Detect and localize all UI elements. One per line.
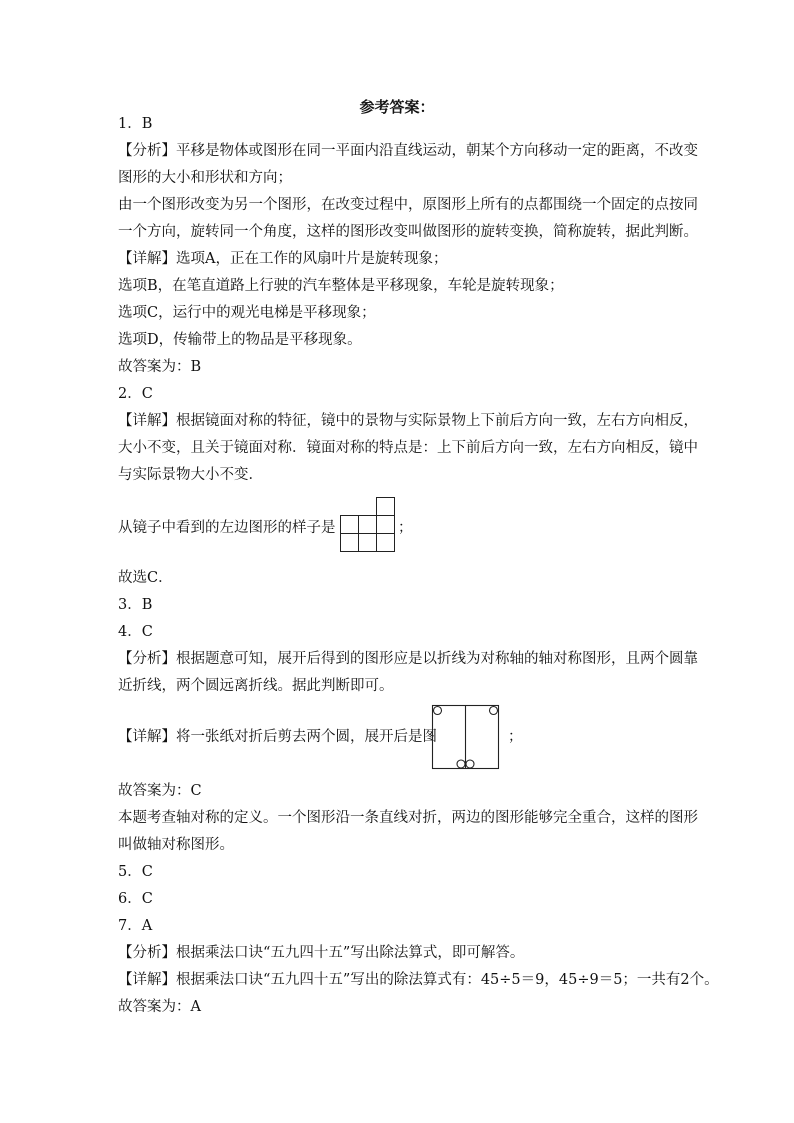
analysis-line: 【分析】平移是物体或图形在同一平面内沿直线运动，朝某个方向移动一定的距离，不改变 xyxy=(118,143,698,159)
answer-7: 7．A xyxy=(118,918,153,934)
note-line: 本题考查轴对称的定义。一个图形沿一条直线对折，两边的图形能够完全重合，这样的图形 xyxy=(118,810,698,826)
mirror-grid-figure xyxy=(338,495,398,555)
answer-4: 4．C xyxy=(118,624,153,640)
conclusion-line: 故选C． xyxy=(118,570,173,586)
analysis-line: 一个方向，旋转同一个角度，这样的图形改变叫做图形的旋转变换，简称旋转，据此判断。 xyxy=(118,224,698,240)
fold-paper-figure xyxy=(430,702,502,772)
detail-line: 与实际景物大小不变． xyxy=(118,467,263,483)
analysis-line: 图形的大小和形状和方向； xyxy=(118,170,292,186)
fold-text: 【详解】将一张纸对折后剪去两个圆，展开后是图 xyxy=(118,729,437,745)
mirror-text: 从镜子中看到的左边图形的样子是 xyxy=(118,520,336,536)
answer-3: 3．B xyxy=(118,597,153,613)
answer-5: 5．C xyxy=(118,864,153,880)
conclusion-line: 故答案为：B xyxy=(118,359,202,375)
analysis-line: 【分析】根据题意可知，展开后得到的图形应是以折线为对称轴的轴对称图形，且两个圆靠 xyxy=(118,651,698,667)
detail-line: 选项C，运行中的观光电梯是平移现象； xyxy=(118,305,376,321)
analysis-line: 【分析】根据乘法口诀“五九四十五”写出除法算式，即可解答。 xyxy=(118,945,525,961)
detail-line: 大小不变，且关于镜面对称．镜面对称的特点是：上下前后方向一致，左右方向相反，镜中 xyxy=(118,440,698,456)
punctuation: ； xyxy=(508,729,523,745)
detail-line: 选项D，传输带上的物品是平移现象。 xyxy=(118,332,362,348)
conclusion-line: 故答案为：C xyxy=(118,783,202,799)
conclusion-line: 故答案为：A xyxy=(118,999,201,1015)
answer-6: 6．C xyxy=(118,891,153,907)
answer-2: 2．C xyxy=(118,386,153,402)
detail-line: 【详解】选项A，正在工作的风扇叶片是旋转现象； xyxy=(118,251,448,267)
analysis-line: 近折线，两个圆远离折线。据此判断即可。 xyxy=(118,678,394,694)
detail-line: 【详解】根据镜面对称的特征，镜中的景物与实际景物上下前后方向一致，左右方向相反， xyxy=(118,413,698,429)
page-title: 参考答案： xyxy=(359,98,435,116)
detail-line: 【详解】根据乘法口诀“五九四十五”写出的除法算式有：45÷5＝9，45÷9＝5；一共有2个。 xyxy=(118,972,719,988)
detail-line: 选项B，在笔直道路上行驶的汽车整体是平移现象，车轮是旋转现象； xyxy=(118,278,564,294)
punctuation: ； xyxy=(398,520,413,536)
answer-1: 1．B xyxy=(118,116,153,132)
analysis-line: 由一个图形改变为另一个图形，在改变过程中，原图形上所有的点都围绕一个固定的点按同 xyxy=(118,197,698,213)
note-line: 叫做轴对称图形。 xyxy=(118,837,234,853)
